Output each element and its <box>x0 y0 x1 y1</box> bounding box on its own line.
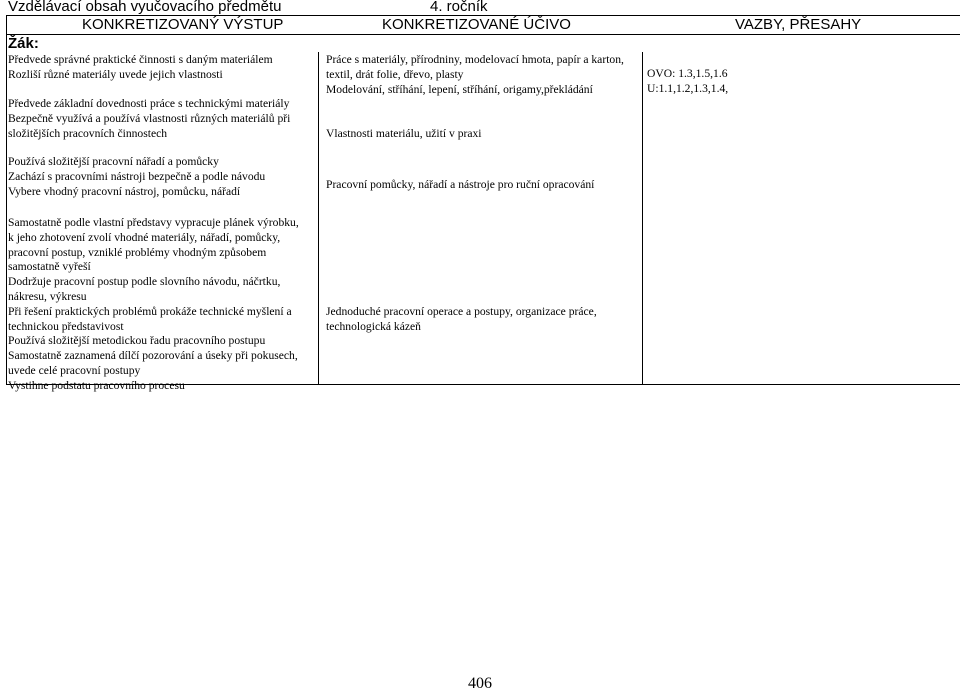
row3-output-line-2: k jeho zhotovení zvolí vhodné materiály, nářadí, pomůcky, <box>8 230 281 244</box>
row2-content <box>326 178 638 193</box>
row3-output-line-4: samostatně vyřeší <box>8 260 91 274</box>
row1-content-line-2: textil, drát folie, dřevo, plasty <box>326 67 464 81</box>
col-divider-output-content <box>318 52 319 385</box>
row1-output-line-3 <box>8 83 313 98</box>
row2-output <box>8 155 313 199</box>
row3-output-line-10: Samostatně zaznamená dílčí pozorování a úseky při pokusech, <box>8 349 298 363</box>
row3-output-line-11: uvede celé pracovní postupy <box>8 363 141 377</box>
row1-links-line-2: U:1.1,1.2,1.3,1.4, <box>647 81 729 95</box>
table-top-border <box>6 15 960 16</box>
header-bottom-border <box>6 34 960 35</box>
row3-content <box>326 305 638 335</box>
col-header-output: KONKRETIZOVANÝ VÝSTUP <box>82 16 284 33</box>
row3-output-line-8: technickou představivost <box>8 319 124 333</box>
row3-output-line-5: Dodržuje pracovní postup podle slovního návodu, náčrtku, <box>8 275 281 289</box>
pupil-label: Žák: <box>8 35 39 52</box>
row3-output <box>8 216 313 394</box>
row1-output-line-1: Předvede správné praktické činnosti s daným materiálem <box>8 53 273 66</box>
row1-content-line-3: Modelování, stříhání, lepení, stříhání, origamy,překládání <box>326 82 593 96</box>
row3-content-line-1: Jednoduché pracovní operace a postupy, organizace práce, <box>326 305 597 318</box>
row1-output-line-6: složitějších pracovních činnostech <box>8 126 168 140</box>
row1-content-line-4 <box>326 97 638 112</box>
col-header-content: KONKRETIZOVANÉ ÚČIVO <box>382 16 571 33</box>
row1-output-line-2: Rozliší různé materiály uvede jejich vlastnosti <box>8 67 223 81</box>
row3-output-line-3: pracovní postup, vzniklé problémy vhodným způsobem <box>8 245 267 259</box>
row2-output-line-2: Zachází s pracovními nástroji bezpečně a podle návodu <box>8 169 266 183</box>
page-number: 406 <box>468 675 492 692</box>
row3-output-line-12: Vystihne podstatu pracovního procesu <box>8 378 185 392</box>
row2-output-line-1: Používá složitější pracovní nářadí a pomůcky <box>8 155 219 168</box>
row1-content-line-1: Práce s materiály, přírodniny, modelovací hmota, papír a karton, <box>326 53 624 66</box>
row1-output-line-4: Předvede základní dovednosti práce s technickými materiály <box>8 97 290 111</box>
row1-output <box>8 53 313 142</box>
row3-output-line-9: Používá složitější metodickou řadu pracovního postupu <box>8 334 266 348</box>
grade-title: 4. ročník <box>430 0 488 15</box>
row3-content-line-2: technologická kázeň <box>326 319 421 333</box>
row1-links <box>647 67 952 97</box>
row1-content <box>326 53 638 142</box>
subject-title: Vzdělávací obsah vyučovacího předmětu <box>8 0 282 15</box>
row3-output-line-1: Samostatně podle vlastní představy vypracuje plánek výrobku, <box>8 216 299 229</box>
row2-content-line-1: Pracovní pomůcky, nářadí a nástroje pro ruční opracování <box>326 178 595 191</box>
row3-output-line-6: nákresu, výkresu <box>8 289 87 303</box>
row1-content-line-6: Vlastnosti materiálu, užití v praxi <box>326 126 482 140</box>
row2-output-line-3: Vybere vhodný pracovní nástroj, pomůcku, nářadí <box>8 184 241 198</box>
row1-content-line-5 <box>326 112 638 127</box>
row1-output-line-5: Bezpečně využívá a používá vlastnosti různých materiálů při <box>8 112 291 126</box>
row1-links-line-1: OVO: 1.3,1.5,1.6 <box>647 67 728 80</box>
col-divider-content-links <box>642 52 643 385</box>
col-header-links: VAZBY, PŘESAHY <box>735 16 862 33</box>
row3-output-line-7: Při řešení praktických problémů prokáže technické myšlení a <box>8 304 292 318</box>
col-divider-left-edge <box>6 15 7 385</box>
